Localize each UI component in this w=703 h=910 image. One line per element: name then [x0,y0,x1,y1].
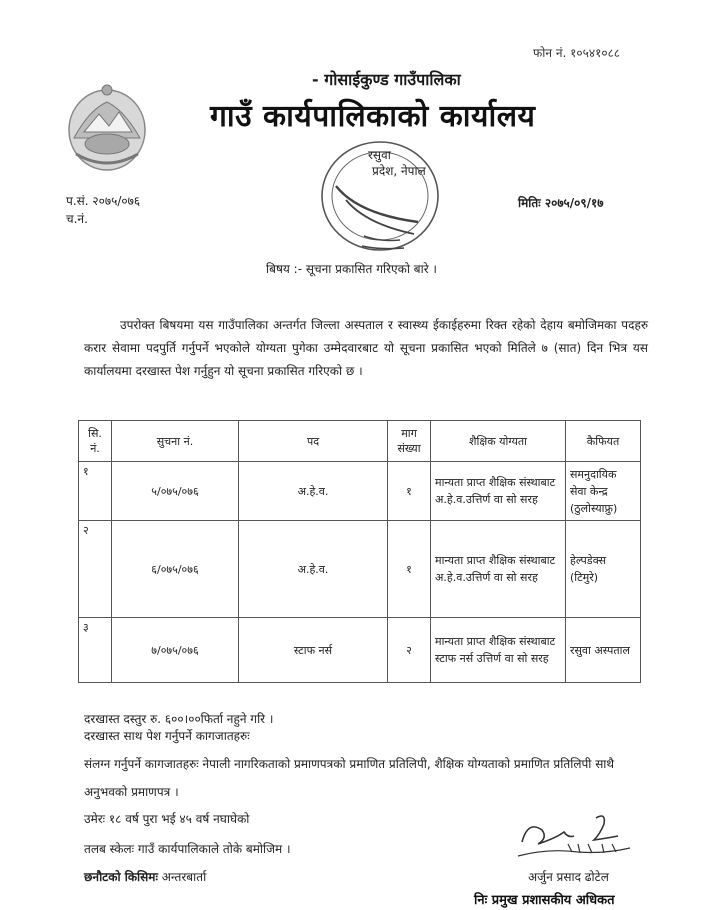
selection-value: अन्तरबार्ता [157,870,207,884]
cell-demand: १ [388,521,431,618]
cell-post: स्टाफ नर्स [239,618,388,683]
cell-remarks: हेल्पडेक्स (टिमुरे) [566,521,641,618]
dispatch-number: च.नं. [66,212,88,226]
cell-demand: २ [388,618,431,683]
salary-scale: तलब स्केलः गाउँ कार्यपालिकाले तोके बमोजिम । [84,842,291,856]
cell-remarks: रसुवा अस्पताल [566,618,641,683]
table-header-row [79,421,641,462]
age-requirement: उमेरः १८ वर्ष पुरा भई ४५ वर्ष नघाघेको [84,812,250,826]
selection-method [84,868,206,885]
cell-sn: ३ [79,618,112,683]
cell-post: अ.हे.व. [239,521,388,618]
cell-sn: २ [79,521,112,618]
subject-line: बिषय :- सूचना प्रकासित गरिएको बारे । [266,262,437,276]
cell-notice-no: ७/०७५/०७६ [112,618,239,683]
cell-qualification: मान्यता प्राप्त शैक्षिक संस्थाबाट स्टाफ नर्स उत्तिर्ण वा सो सरह [431,618,566,683]
header-sn: सि. नं. [79,421,112,462]
cell-post: अ.हे.व. [239,462,388,521]
office-title: गाउँ कार्यपालिकाको कार्यालय [210,99,536,134]
required-documents: संलग्न गर्नुपर्ने कागजातहरुः नेपाली नागरिकताको प्रमाणपत्रको प्रमाणित प्रतिलिपी, शैक्षिक योग्यताको प्रमाणित प्रतिलिपी साथै अनुभवको प्रमाणपत्र । [84,757,615,799]
handwritten-signature-icon [508,808,638,868]
header-post: पद [239,421,388,462]
cell-sn: १ [79,462,112,521]
cell-remarks: समनुदायिक सेवा केन्द्र (ठुलोस्याफ्रु) [566,462,641,521]
cell-qualification: मान्यता प्राप्त शैक्षिक संस्थाबाट अ.हे.व.उत्तिर्ण वा सो सरह [431,521,566,618]
stamp-text-province: प्रदेश, नेपाल [372,164,426,178]
table-row [79,521,641,618]
header-demand: माग संख्या [388,421,431,462]
header-notice-no: सुचना नं. [112,421,239,462]
application-fee: दरखास्त दस्तुर रु. ६००।००फिर्ता नहुने गरि । [84,712,274,726]
header-qualification: शैक्षिक योग्यता [431,421,566,462]
notice-body: उपरोक्त बिषयमा यस गाउँपालिका अन्तर्गत जिल्ला अस्पताल र स्वास्थ्य ईकाईहरुमा रिक्त रहेको देहाय बमोजिमका पदहरु करार सेवामा पदपुर्ति गर्नुपर्ने भएकोले योग्यता पुगेका उम्मेदवारबाट यो सूचना प्रकासित भएको मितिले ७ (सात) दिन भित्र यस कार्यालयमा दरखास्त पेश गर्नुहुन यो सूचना प्रकासित गरिएको छ । [84,318,648,378]
vacancy-table [78,420,641,683]
cell-qualification: मान्यता प्राप्त शैक्षिक संस्थाबाट अ.हे.व.उत्तिर्ण वा सो सरह [431,462,566,521]
cell-notice-no: ६/०७५/०७६ [112,521,239,618]
signatory-title: निः प्रमुख प्रशासकीय अधिकत [474,893,615,908]
documents-heading: दरखास्त साथ पेश गर्नुपर्ने कागजातहरुः [84,729,250,743]
reference-number: प.सं. २०७५/०७६ [66,194,141,208]
municipality-name: - गोसाईकुण्ड गाउँपालिका [312,70,461,89]
selection-label: छनौटको किसिमः [84,870,158,884]
cell-demand: १ [388,462,431,521]
header-remarks: कैफियत [566,421,641,462]
nepal-emblem-icon [64,80,150,174]
table-row [79,462,641,521]
stamp-text-district: रसुवा [368,148,391,162]
phone-number: फोन नं. १०५४१०८८ [533,46,621,60]
letter-date: मितिः २०७५/०९/१७ [518,196,604,210]
cell-notice-no: ५/०७५/०७६ [112,462,239,521]
table-row [79,618,641,683]
signatory-name: अर्जुन प्रसाद ढोटेल [528,870,609,884]
